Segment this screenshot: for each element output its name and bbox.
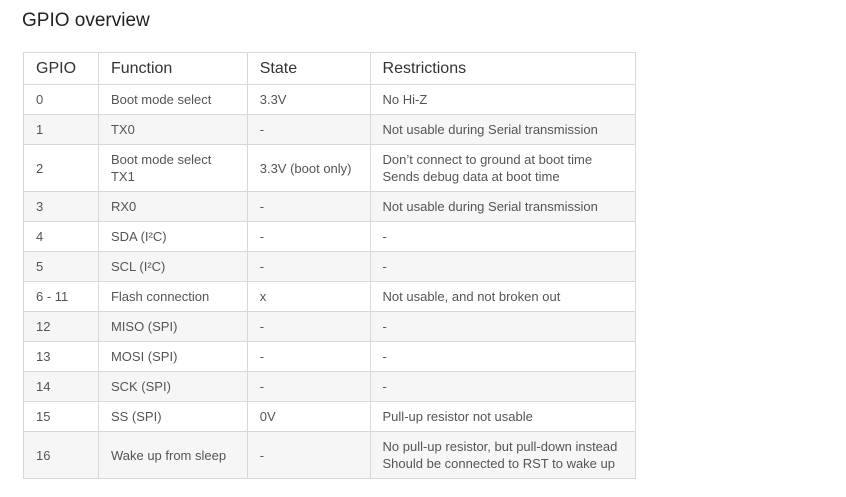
cell-state: 0V <box>247 402 370 432</box>
cell-function <box>98 252 247 282</box>
cell-restrictions <box>370 372 635 402</box>
cell-line: Should be connected to RST to wake up <box>382 456 615 471</box>
cell-line: SDA (I²C) <box>110 229 167 244</box>
column-header-state: State <box>247 53 370 85</box>
cell-gpio: 6 - 11 <box>24 282 99 312</box>
cell-state: 3.3V (boot only) <box>247 145 370 192</box>
gpio-table <box>23 52 636 479</box>
cell-line: Not usable during Serial transmission <box>382 122 598 137</box>
cell-restrictions <box>370 145 635 192</box>
cell-state: x <box>247 282 370 312</box>
cell-line: Not usable, and not broken out <box>382 289 561 304</box>
cell-line: MISO (SPI) <box>110 319 178 334</box>
cell-state: - <box>247 372 370 402</box>
cell-state: - <box>247 222 370 252</box>
cell-gpio: 0 <box>24 85 99 115</box>
cell-line: - <box>382 379 387 394</box>
table-row <box>24 372 636 402</box>
cell-function <box>98 222 247 252</box>
cell-line: TX1 <box>110 169 135 184</box>
cell-line: No Hi-Z <box>382 92 428 107</box>
cell-gpio: 14 <box>24 372 99 402</box>
cell-line: - <box>382 259 387 274</box>
cell-gpio: 5 <box>24 252 99 282</box>
cell-gpio: 1 <box>24 115 99 145</box>
cell-line: TX0 <box>110 122 135 137</box>
page-title: GPIO overview <box>22 10 150 31</box>
cell-line: Not usable during Serial transmission <box>382 199 598 214</box>
table-row <box>24 432 636 479</box>
cell-function <box>98 115 247 145</box>
cell-gpio: 12 <box>24 312 99 342</box>
cell-restrictions <box>370 432 635 479</box>
cell-restrictions <box>370 282 635 312</box>
cell-function <box>98 432 247 479</box>
column-header-restrictions: Restrictions <box>370 53 635 85</box>
cell-line: Don’t connect to ground at boot time <box>382 152 593 167</box>
cell-line: Flash connection <box>110 289 210 304</box>
cell-restrictions <box>370 115 635 145</box>
cell-line: MOSI (SPI) <box>110 349 178 364</box>
cell-function <box>98 145 247 192</box>
table-row <box>24 145 636 192</box>
table-row <box>24 252 636 282</box>
cell-line: SCL (I²C) <box>110 259 166 274</box>
cell-line: Boot mode select <box>110 92 212 107</box>
cell-function <box>98 372 247 402</box>
cell-function <box>98 192 247 222</box>
cell-state: - <box>247 192 370 222</box>
cell-gpio: 2 <box>24 145 99 192</box>
cell-restrictions <box>370 192 635 222</box>
table-row <box>24 282 636 312</box>
cell-function <box>98 402 247 432</box>
cell-state: - <box>247 432 370 479</box>
table-row <box>24 115 636 145</box>
table-row <box>24 402 636 432</box>
cell-restrictions <box>370 85 635 115</box>
column-header-gpio: GPIO <box>24 53 99 85</box>
cell-function <box>98 282 247 312</box>
table-row <box>24 192 636 222</box>
cell-line: Boot mode select <box>110 152 212 167</box>
cell-line: SCK (SPI) <box>110 379 171 394</box>
cell-state: - <box>247 312 370 342</box>
cell-state: - <box>247 252 370 282</box>
cell-line: - <box>382 349 387 364</box>
cell-restrictions <box>370 402 635 432</box>
table-row <box>24 222 636 252</box>
cell-restrictions <box>370 342 635 372</box>
table-header-row <box>24 53 636 85</box>
cell-restrictions <box>370 222 635 252</box>
column-header-function: Function <box>98 53 247 85</box>
cell-line: Sends debug data at boot time <box>382 169 560 184</box>
table-row <box>24 312 636 342</box>
cell-line: No pull-up resistor, but pull-down instead <box>382 439 618 454</box>
cell-restrictions <box>370 252 635 282</box>
cell-line: Pull-up resistor not usable <box>382 409 533 424</box>
cell-function <box>98 312 247 342</box>
table-row <box>24 85 636 115</box>
cell-line: - <box>382 319 387 334</box>
cell-gpio: 4 <box>24 222 99 252</box>
cell-gpio: 3 <box>24 192 99 222</box>
cell-line: Wake up from sleep <box>110 447 227 463</box>
cell-gpio: 13 <box>24 342 99 372</box>
cell-line: - <box>382 229 387 244</box>
table-row <box>24 342 636 372</box>
cell-function <box>98 342 247 372</box>
cell-gpio: 15 <box>24 402 99 432</box>
cell-line: SS (SPI) <box>110 409 162 424</box>
cell-function <box>98 85 247 115</box>
cell-state: 3.3V <box>247 85 370 115</box>
cell-state: - <box>247 342 370 372</box>
cell-state: - <box>247 115 370 145</box>
cell-line: RX0 <box>110 199 137 214</box>
cell-gpio: 16 <box>24 432 99 479</box>
table-body <box>24 85 636 479</box>
cell-restrictions <box>370 312 635 342</box>
